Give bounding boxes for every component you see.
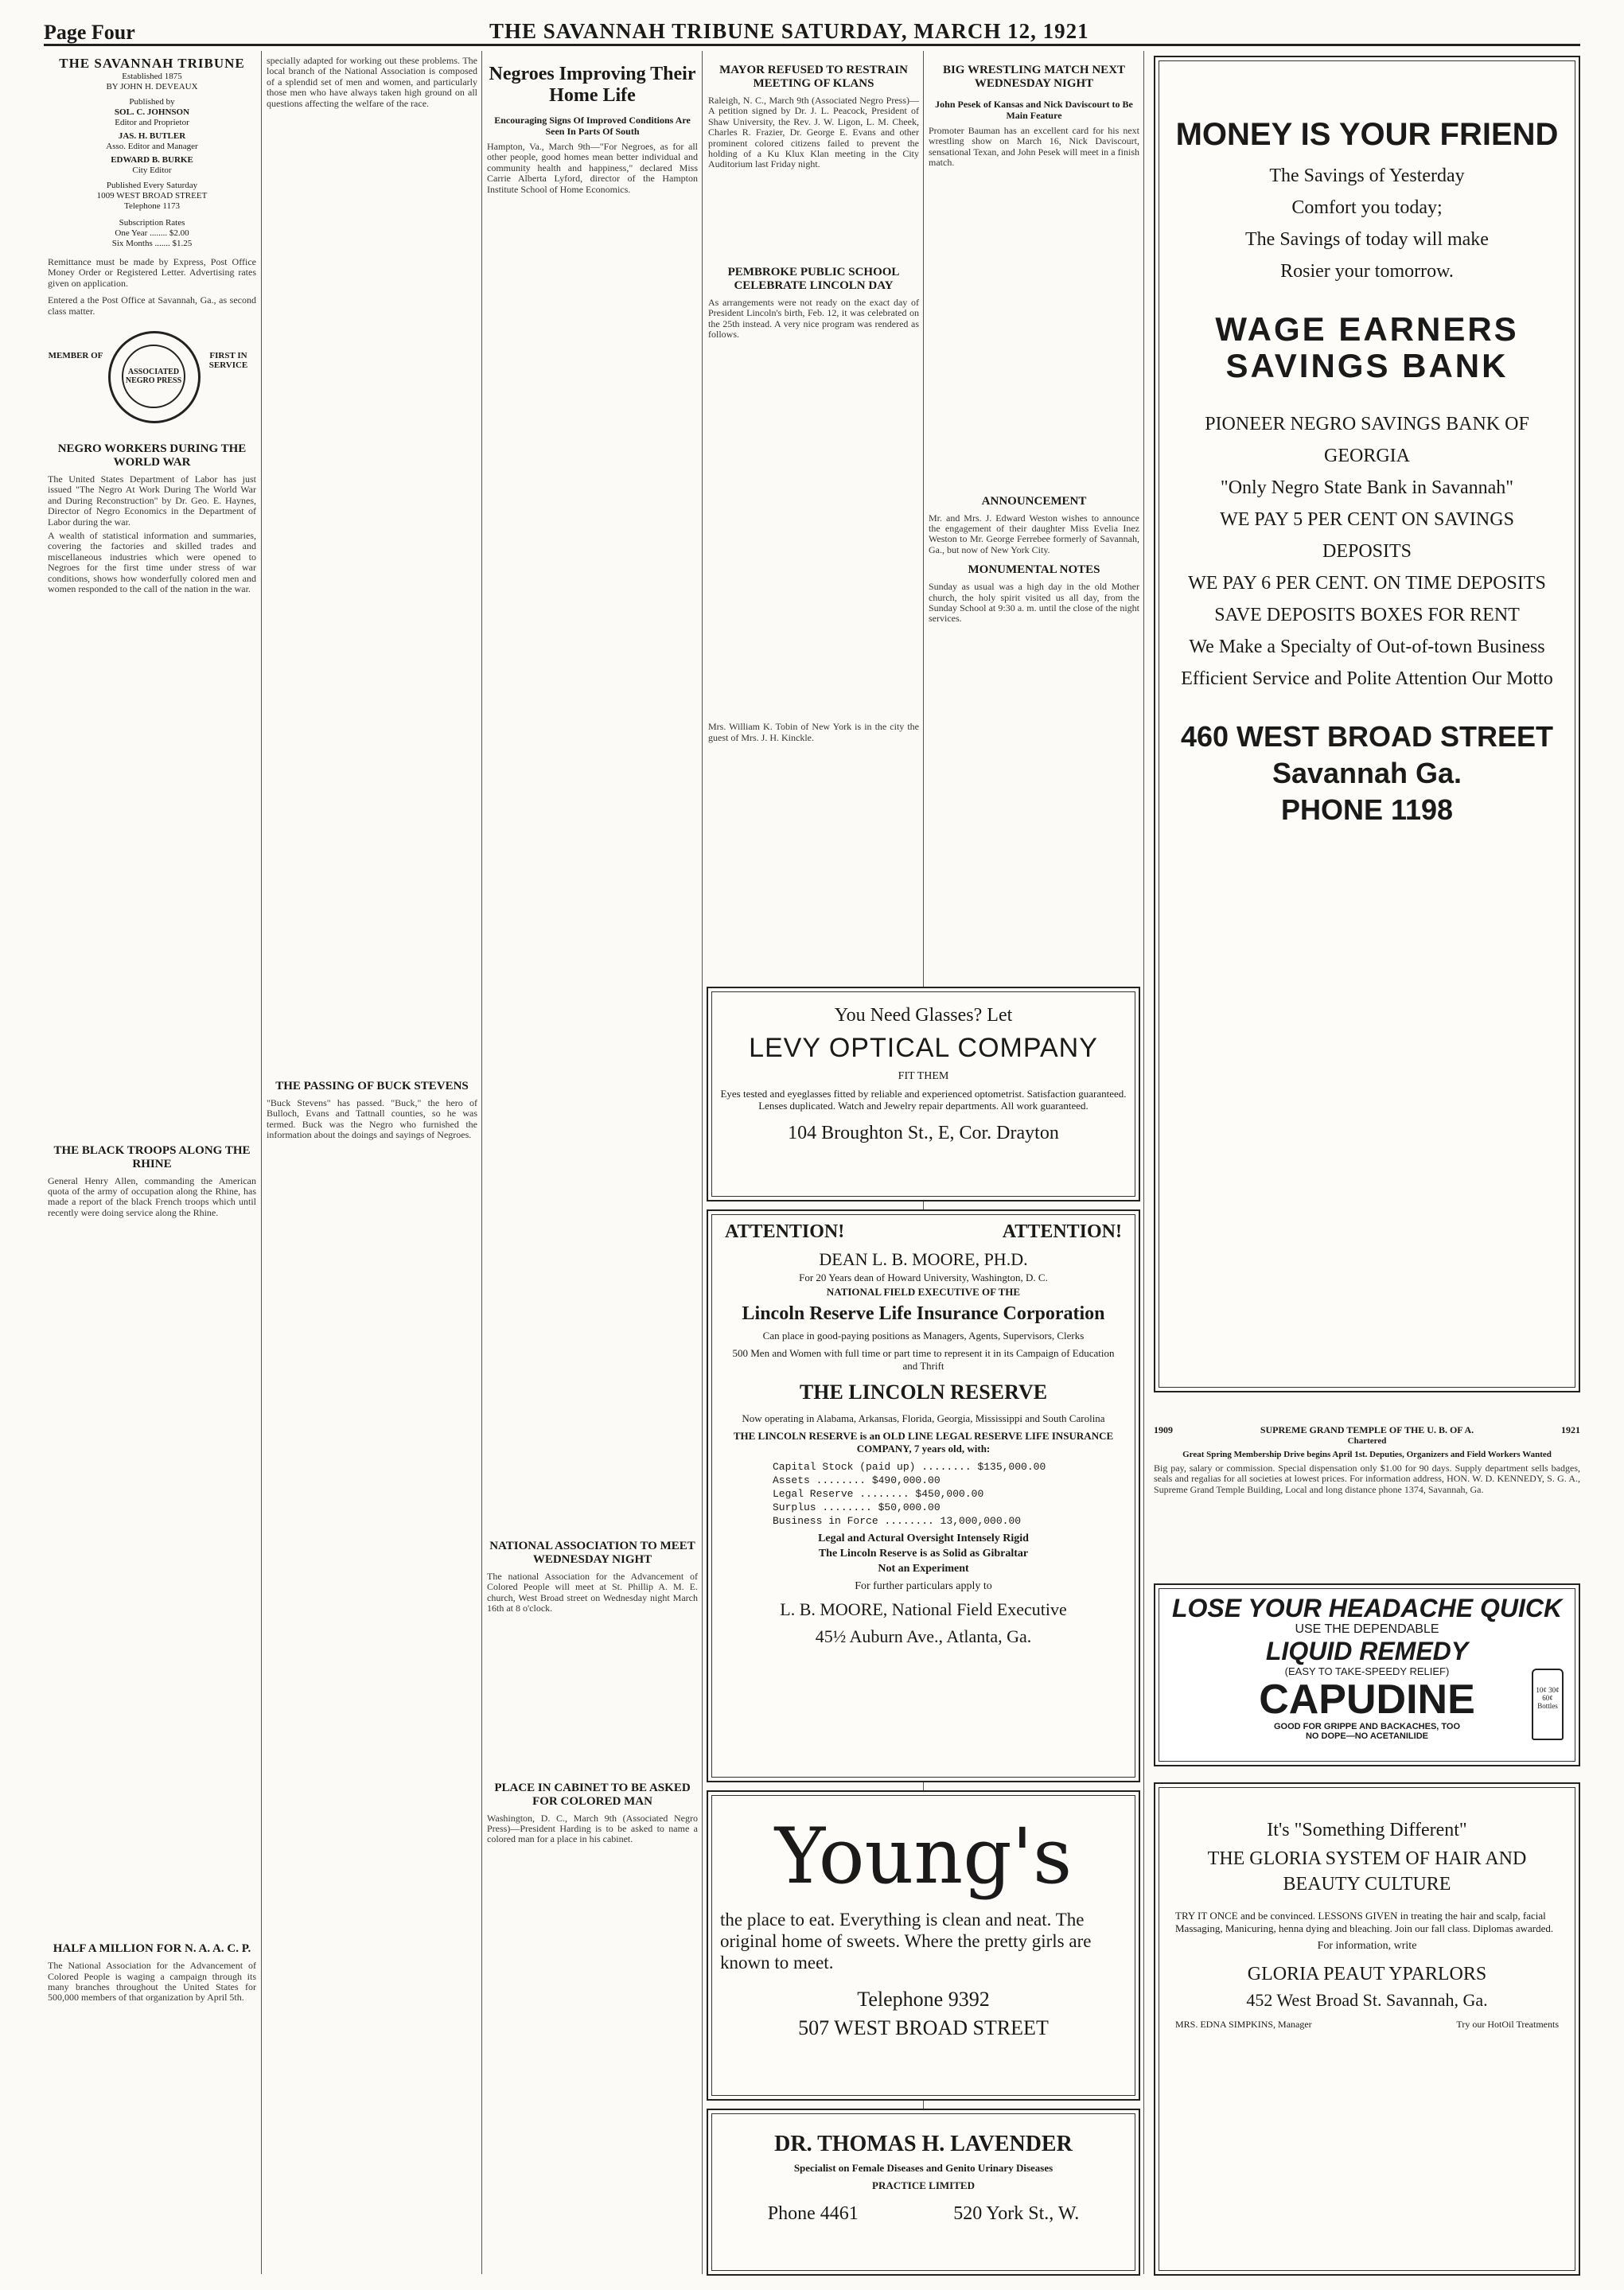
gloria-treatments: Try our HotOil Treatments — [1456, 2019, 1559, 2030]
article-headline: NEGRO WORKERS DURING THE WORLD WAR — [57, 442, 247, 469]
column-rule — [261, 51, 262, 2274]
financial-capital: Capital Stock (paid up) ........ $135,000.00 — [773, 1461, 1046, 1473]
article-paragraph: Promoter Bauman has an excellent card for his next wrestling show on March 16, Nick Daviscourt, sensational Texan, and John Pesek will meet in a finish match. — [929, 125, 1139, 169]
masthead-publisher: SOL. C. JOHNSON — [114, 107, 190, 117]
bank-line-savings: WE PAY 5 PER CENT ON SAVINGS DEPOSITS — [1220, 509, 1514, 562]
bank-city: Savannah Ga. — [1272, 757, 1462, 789]
article-headline: HALF A MILLION FOR N. A. A. C. P. — [53, 1942, 251, 1956]
bank-name: WAGE EARNERS SAVINGS BANK — [1215, 310, 1519, 384]
temple-year-end: 1921 — [1560, 1424, 1580, 1435]
article-headline: NATIONAL ASSOCIATION TO MEET WEDNESDAY NIGHT — [489, 1540, 695, 1567]
bank-line-motto: Efficient Service and Polite Attention Our Motto — [1181, 668, 1553, 689]
entry-note: Entered a the Post Office at Savannah, Ga., as second class matter. — [48, 294, 256, 317]
article-paragraph: Sunday as usual was a high day in the old Mother church, the holy spirit visited us all day, from the Sunday School at 9:30 a. m. until the close of the night services. — [929, 581, 1139, 625]
financial-business: Business in Force ........ 13,000,000.00 — [773, 1515, 1022, 1527]
masthead-published-every: Published Every Saturday — [106, 181, 198, 190]
article-subheadline: Encouraging Signs Of Improved Conditions Are Seen In Parts Of South — [494, 115, 691, 137]
column-rule — [702, 51, 703, 2274]
wage-earners-bank-ad — [1154, 56, 1580, 1392]
capudine-liquid: LIQUID REMEDY — [1265, 1637, 1469, 1665]
emblem-label-right: FIRST IN SERVICE — [208, 351, 248, 371]
article-continued-text — [708, 340, 919, 722]
lavender-address: 520 York St., W. — [953, 2203, 1080, 2224]
masthead-title: THE SAVANNAH TRIBUNE — [59, 56, 245, 71]
bank-phone: PHONE 1198 — [1280, 793, 1454, 826]
bank-line-specialty: We Make a Specialty of Out-of-town Business — [1189, 637, 1545, 657]
attention-left: ATTENTION! — [725, 1221, 845, 1242]
gloria-address: 452 West Broad St. Savannah, Ga. — [1246, 1990, 1488, 2010]
article-paragraph: "Buck Stevens" has passed. "Buck," the hero of Bulloch, Evans and Tattnall counties, so he was termed. Buck was the Negro who furnished the information about the doings and sayings of Negroes. — [267, 1097, 477, 1141]
gloria-manager: MRS. EDNA SIMPKINS, Manager — [1175, 2019, 1312, 2030]
bank-line-boxes: SAVE DEPOSITS BOXES FOR RENT — [1214, 605, 1520, 625]
capudine-good-for: GOOD FOR GRIPPE AND BACKACHES, TOO — [1273, 1722, 1461, 1731]
lincoln-old-line: THE LINCOLN RESERVE is an OLD LINE LEGAL RESERVE LIFE INSURANCE COMPANY, 7 years old, with: — [733, 1430, 1114, 1455]
article-continued-text — [929, 169, 1139, 487]
remittance-note: Remittance must be made by Express, Post Office Money Order or Registered Letter. Advertising rates given on application. — [48, 256, 256, 289]
article-paragraph: General Henry Allen, commanding the American quota of the army of occupation along the Rhine, has made a report of the black French troops which until recently were doing service along the Rhine. — [48, 1174, 256, 1218]
article-paragraph: Washington, D. C., March 9th (Associated Negro Press)—President Harding is to be asked to name a colored man for a place in his cabinet. — [487, 1812, 698, 1845]
article-continued-text — [267, 109, 477, 1072]
article-headline: PLACE IN CABINET TO BE ASKED FOR COLORED MAN — [494, 1781, 691, 1808]
grand-temple-ad — [1154, 1424, 1580, 1575]
lincoln-contact: L. B. MOORE, National Field Executive — [780, 1599, 1067, 1619]
lincoln-role: NATIONAL FIELD EXECUTIVE OF THE — [826, 1286, 1021, 1298]
column-rule — [1143, 51, 1144, 2274]
gloria-parlor: GLORIA PEAUT YPARLORS — [1247, 1964, 1487, 1984]
lavender-name: DR. THOMAS H. LAVENDER — [774, 2132, 1073, 2156]
article-paragraph: Mr. and Mrs. J. Edward Weston wishes to announce the engagement of their daughter Miss Evelia Inez Weston to Mr. George Ferrebee formerly of Savannah, Ga., but now of New York City. — [929, 512, 1139, 555]
money-line-4: Rosier your tomorrow. — [1280, 261, 1454, 282]
lincoln-contact-address: 45½ Auburn Ave., Atlanta, Ga. — [815, 1626, 1032, 1646]
bottle-prices: 10¢ 30¢ 60¢ Bottles — [1536, 1686, 1560, 1710]
article-continued-text — [48, 1218, 256, 1934]
bank-address: 460 WEST BROAD STREET — [1180, 720, 1554, 753]
lavender-practice: PRACTICE LIMITED — [872, 2179, 975, 2191]
lincoln-oversight: Legal and Actural Oversight Intensely Rigid — [818, 1533, 1029, 1544]
temple-chartered: Chartered — [1347, 1436, 1387, 1446]
capudine-easy: (EASY TO TAKE-SPEEDY RELIEF) — [1284, 1665, 1450, 1677]
levy-optical-ad — [707, 987, 1140, 1201]
bank-line-pioneer: PIONEER NEGRO SAVINGS BANK OF GEORGIA — [1205, 414, 1529, 466]
bank-line-only: "Only Negro State Bank in Savannah" — [1220, 477, 1514, 498]
article-headline: BIG WRESTLING MATCH NEXT WEDNESDAY NIGHT — [942, 64, 1126, 90]
article-continued-text — [487, 195, 698, 1532]
youngs-phone: Telephone 9392 — [857, 1988, 990, 2011]
levy-question: You Need Glasses? Let — [834, 1005, 1013, 1026]
seal-text: ASSOCIATED NEGRO PRESS — [122, 345, 185, 408]
article-paragraph: Hampton, Va., March 9th—"For Negroes, as for all other people, good homes mean better individual and community health and happiness," declared Miss Carrie Alberta Lyford, director of the Hampton Institute School of Home Economics. — [487, 141, 698, 195]
emblem-block — [48, 323, 256, 434]
gloria-info: For information, write — [1317, 1940, 1417, 1952]
masthead-manager: JAS. H. BUTLER — [118, 131, 186, 141]
youngs-name: Young's — [774, 1812, 1073, 1901]
gloria-name: THE GLORIA SYSTEM OF HAIR AND BEAUTY CULTURE — [1207, 1848, 1527, 1895]
column-3 — [487, 56, 698, 2276]
temple-title: SUPREME GRAND TEMPLE OF THE U. B. OF A. — [1260, 1424, 1474, 1435]
youngs-address: 507 WEST BROAD STREET — [798, 2016, 1049, 2039]
lincoln-reserve-title: THE LINCOLN RESERVE — [799, 1381, 1048, 1404]
capudine-brand: CAPUDINE — [1259, 1677, 1475, 1723]
emblem-label-left: MEMBER OF — [48, 351, 103, 361]
column-rule — [481, 51, 482, 2274]
article-headline: THE BLACK TROOPS ALONG THE RHINE — [53, 1143, 251, 1170]
subscription-year: One Year ........ $2.00 — [115, 228, 189, 238]
article-paragraph: As arrangements were not ready on the exact day of President Lincoln's birth, Feb. 12, it was celebrated on the 25th instead. A very nice program was rendered as follows. — [708, 296, 919, 341]
money-line-1: The Savings of Yesterday — [1269, 166, 1465, 186]
masthead-established: Established 1875 — [122, 72, 182, 81]
article-paragraph: The National Association for the Advancement of Colored People is waging a campaign through its many branches throughout the United States for 500,000 members of that organization by April 5th. — [48, 1960, 256, 2004]
lincoln-positions: Can place in good-paying positions as Managers, Agents, Supervisors, Clerks — [762, 1330, 1085, 1342]
subscription-six-months: Six Months ....... $1.25 — [111, 239, 193, 248]
levy-company-name: LEVY OPTICAL COMPANY — [749, 1033, 1098, 1063]
capudine-no-dope: NO DOPE—NO ACETANILIDE — [1305, 1731, 1428, 1741]
page-number: Page Four — [44, 21, 135, 44]
masthead-telephone: Telephone 1173 — [124, 201, 180, 211]
financial-surplus: Surplus ........ $50,000.00 — [773, 1501, 941, 1513]
masthead-founder: BY JOHN H. DEVEAUX — [106, 82, 198, 92]
masthead-publisher-role: Editor and Proprietor — [115, 118, 189, 127]
levy-description: Eyes tested and eyeglasses fitted by reliable and experienced optometrist. Satisfaction guaranteed. Lenses duplicated. Watch and Jewelry repair departments. All work guaranteed. — [720, 1088, 1127, 1112]
article-continued-text — [487, 1614, 698, 1774]
column-1 — [48, 56, 256, 2276]
lincoln-dean-years: For 20 Years dean of Howard University, Washington, D. C. — [799, 1272, 1048, 1283]
lincoln-gibraltar: The Lincoln Reserve is as Solid as Gibraltar — [818, 1548, 1029, 1560]
lincoln-financials — [773, 1460, 1074, 1528]
temple-body: Big pay, salary or commission. Special dispensation only $1.00 for 90 days. Supply department sells badges, seals and regalias for all societies at lowest prices. For information address, HON. W. D. KENNEDY, S. G. A., Supreme Grand Temple Building, Local and long distance phone 1374, Savannah, Ga. — [1154, 1462, 1580, 1495]
lavender-specialty: Specialist on Female Diseases and Genito Urinary Diseases — [793, 2162, 1053, 2174]
temple-year-start: 1909 — [1154, 1424, 1173, 1435]
lavender-phone: Phone 4461 — [767, 2203, 859, 2224]
article-headline: MONUMENTAL NOTES — [968, 563, 1100, 577]
gloria-tag: It's "Something Different" — [1267, 1820, 1467, 1840]
lincoln-further: For further particulars apply to — [855, 1580, 992, 1592]
article-paragraph: The United States Department of Labor has just issued "The Negro At Work During The World War and During Reconstruction" by Dr. Geo. E. Haynes, Director of Negro Economics in the Department of Labor during the war. — [48, 473, 256, 528]
column-4 — [708, 56, 919, 979]
financial-assets: Assets ........ $490,000.00 — [773, 1474, 941, 1486]
column-5 — [929, 56, 1139, 979]
lincoln-reserve-ad — [707, 1209, 1140, 1782]
money-line-3: The Savings of today will make — [1245, 229, 1489, 250]
capudine-headline: LOSE YOUR HEADACHE QUICK — [1171, 1594, 1563, 1622]
article-headline: ANNOUNCEMENT — [981, 494, 1087, 508]
gloria-ad — [1154, 1782, 1580, 2276]
lavender-ad — [707, 2109, 1140, 2276]
page-header — [44, 14, 1580, 46]
levy-address: 104 Broughton St., E, Cor. Drayton — [788, 1123, 1059, 1143]
article-headline: Negroes Improving Their Home Life — [489, 64, 696, 106]
youngs-ad — [707, 1790, 1140, 2101]
capudine-use: USE THE DEPENDABLE — [1295, 1622, 1439, 1636]
capudine-ad — [1154, 1583, 1580, 1766]
masthead-published-by: Published by — [129, 97, 175, 107]
lincoln-company: Lincoln Reserve Life Insurance Corporation — [742, 1303, 1105, 1324]
masthead-manager-role: Asso. Editor and Manager — [106, 142, 198, 151]
article-paragraph: Raleigh, N. C., March 9th (Associated Negro Press)—A petition signed by Dr. J. L. Peacock, President of Shaw University, the Rev. J. W. Ligon, L. M. Cheek, Charles R. Frazier, Dr. George E. Evans and other prominent colored citizens failed to prevent the holding of a Ku Klux Klan meeting in the City Auditorium last Friday night. — [708, 95, 919, 170]
levy-fit: FIT THEM — [898, 1070, 949, 1082]
article-paragraph: specially adapted for working out these problems. The local branch of the National Association is composed of a splendid set of men and women, and particularly those men who have always taken high ground on all questions affecting the welfare of the race. — [267, 56, 477, 109]
article-headline: THE PASSING OF BUCK STEVENS — [275, 1080, 469, 1093]
article-headline: PEMBROKE PUBLIC SCHOOL CELEBRATE LINCOLN DAY — [727, 265, 900, 292]
financial-legal-reserve: Legal Reserve ........ $450,000.00 — [773, 1488, 984, 1500]
article-subheadline: John Pesek of Kansas and Nick Daviscourt to Be Main Feature — [935, 99, 1133, 121]
bottle-icon — [1532, 1669, 1564, 1740]
lincoln-campaign: 500 Men and Women with full time or part time to represent it in its Campaign of Education and Thrift — [732, 1347, 1115, 1372]
masthead-city-editor-role: City Editor — [132, 166, 172, 175]
article-paragraph: A wealth of statistical information and summaries, covering the factories and skilled trades and miscellaneous industries which were opened to Negroes for the first time under stress of war conditions, shows how wonderfully colored men and women responded to the call of the nation in the war. — [48, 530, 256, 595]
masthead-address: 1009 WEST BROAD STREET — [96, 191, 208, 201]
masthead-city-editor: EDWARD B. BURKE — [111, 155, 193, 165]
masthead — [48, 56, 256, 434]
column-2 — [267, 56, 477, 2276]
newspaper-dateline: THE SAVANNAH TRIBUNE SATURDAY, MARCH 12, 1921 — [489, 19, 1089, 43]
temple-drive: Great Spring Membership Drive begins April 1st. Deputies, Organizers and Field Workers Wanted — [1182, 1450, 1552, 1459]
associated-press-seal — [108, 331, 201, 423]
article-paragraph: The national Association for the Advancement of Colored People will meet at St. Phillip A. M. E. church, West Broad street on Wednesday night March 16th at 8 o'clock. — [487, 1571, 698, 1614]
subscription-title: Subscription Rates — [119, 218, 185, 228]
bank-line-time: WE PAY 6 PER CENT. ON TIME DEPOSITS — [1188, 573, 1546, 594]
lincoln-states: Now operating in Alabama, Arkansas, Florida, Georgia, Mississippi and South Carolina — [742, 1412, 1105, 1424]
money-headline: MONEY IS YOUR FRIEND — [1175, 117, 1559, 152]
lincoln-dean-name: DEAN L. B. MOORE, PH.D. — [819, 1249, 1028, 1269]
article-continued-text — [708, 170, 919, 258]
article-headline: MAYOR REFUSED TO RESTRAIN MEETING OF KLANS — [719, 64, 908, 90]
article-paragraph: Mrs. William K. Tobin of New York is in the city the guest of Mrs. J. H. Kinckle. — [708, 721, 919, 743]
lincoln-not-experiment: Not an Experiment — [878, 1563, 969, 1575]
youngs-description: the place to eat. Everything is clean and neat. The original home of sweets. Where the pretty girls are known to meet. — [720, 1910, 1092, 1973]
article-continued-text — [48, 595, 256, 1136]
gloria-description: TRY IT ONCE and be convinced. LESSONS GIVEN in treating the hair and scalp, facial Massaging, Manicuring, henna dying and bleaching. Join our fall class. Diplomas awarded. — [1175, 1910, 1554, 1934]
attention-right: ATTENTION! — [1002, 1221, 1122, 1242]
money-line-2: Comfort you today; — [1291, 197, 1443, 218]
